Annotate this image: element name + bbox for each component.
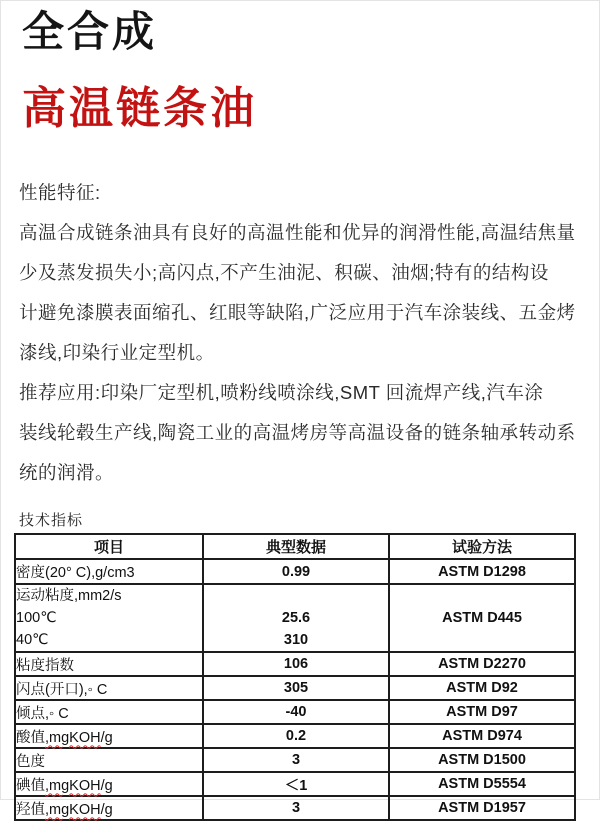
- viscosity-value-40c: 310: [283, 632, 309, 648]
- viscosity-method-cell: [389, 584, 575, 652]
- acid-value-method: ASTM D974: [389, 724, 575, 748]
- spellcheck-underline: ,mgKOH: [45, 777, 101, 794]
- viscosity-index-method: ASTM D2270: [389, 652, 575, 676]
- spec-header-row: [15, 534, 575, 559]
- spec-table: [14, 533, 576, 821]
- spellcheck-underline: ,mgKOH: [45, 801, 101, 818]
- acid-value-value: 0.2: [203, 724, 389, 748]
- spec-header-value: 典型数据: [203, 534, 389, 559]
- table-row-viscosity-index: [15, 652, 575, 676]
- density-item: 密度(20° C),g/cm3: [15, 559, 203, 584]
- body-text: [19, 173, 585, 493]
- viscosity-values: [203, 584, 389, 652]
- performance-line: 漆线,印染行业定型机。: [19, 342, 215, 363]
- product-title-line1: 全合成: [22, 8, 158, 55]
- viscosity-item-100c: 100℃: [16, 610, 57, 626]
- table-row-iodine-value: [15, 772, 575, 796]
- flash-point-item: 闪点(开口),◦ C: [15, 676, 203, 700]
- table-row-acid-value: [15, 724, 575, 748]
- spec-header-item: 项目: [15, 534, 203, 559]
- table-row-hydroxyl-value: [15, 796, 575, 820]
- density-method: ASTM D1298: [389, 559, 575, 584]
- iodine-value-item: 碘值,mgKOH/g: [15, 772, 203, 796]
- table-row-density: [15, 559, 575, 584]
- hydroxyl-value-item: 羟值,mgKOH/g: [15, 796, 203, 820]
- flash-point-method: ASTM D92: [389, 676, 575, 700]
- performance-line: 计避免漆膜表面缩孔、红眼等缺陷,广泛应用于汽车涂装线、五金烤: [19, 302, 576, 323]
- product-title-line2: 高温链条油: [22, 84, 257, 133]
- viscosity-item-label: 运动粘度,mm2/s: [16, 588, 122, 604]
- iodine-value-value: ＜1: [203, 772, 389, 796]
- table-row-color: [15, 748, 575, 772]
- viscosity-method: ASTM D445: [442, 610, 522, 626]
- table-row-flash-point: [15, 676, 575, 700]
- hydroxyl-value-value: 3: [203, 796, 389, 820]
- viscosity-item: [15, 584, 203, 652]
- acid-value-item: 酸值,mgKOH/g: [15, 724, 203, 748]
- table-row-viscosity: [15, 584, 575, 652]
- performance-heading: 性能特征:: [19, 182, 101, 203]
- pour-point-item: 倾点,◦ C: [15, 700, 203, 724]
- pour-point-method: ASTM D97: [389, 700, 575, 724]
- hydroxyl-value-method: ASTM D1957: [389, 796, 575, 820]
- application-line: 装线轮毂生产线,陶瓷工业的高温烤房等高温设备的链条轴承转动系: [19, 422, 576, 443]
- viscosity-item-40c: 40℃: [16, 632, 49, 648]
- performance-line: 高温合成链条油具有良好的高温性能和优异的润滑性能,高温结焦量: [19, 222, 576, 243]
- viscosity-value-100c: 25.6: [281, 610, 311, 626]
- color-value: 3: [203, 748, 389, 772]
- application-line: 统的润滑。: [19, 462, 115, 483]
- spec-header-method: 试验方法: [389, 534, 575, 559]
- application-line: 推荐应用:印染厂定型机,喷粉线喷涂线,SMT 回流焊产线,汽车涂: [19, 382, 544, 403]
- pour-point-value: -40: [203, 700, 389, 724]
- viscosity-index-value: 106: [203, 652, 389, 676]
- color-item: 色度: [15, 748, 203, 772]
- viscosity-index-item: 粘度指数: [15, 652, 203, 676]
- table-row-pour-point: [15, 700, 575, 724]
- performance-line: 少及蒸发损失小;高闪点,不产生油泥、积碳、油烟;特有的结构设: [19, 262, 549, 283]
- flash-point-value: 305: [203, 676, 389, 700]
- density-value: 0.99: [203, 559, 389, 584]
- spec-table-caption: 技术指标: [19, 512, 84, 529]
- spellcheck-underline: ,mgKOH: [45, 729, 101, 746]
- color-method: ASTM D1500: [389, 748, 575, 772]
- iodine-value-method: ASTM D5554: [389, 772, 575, 796]
